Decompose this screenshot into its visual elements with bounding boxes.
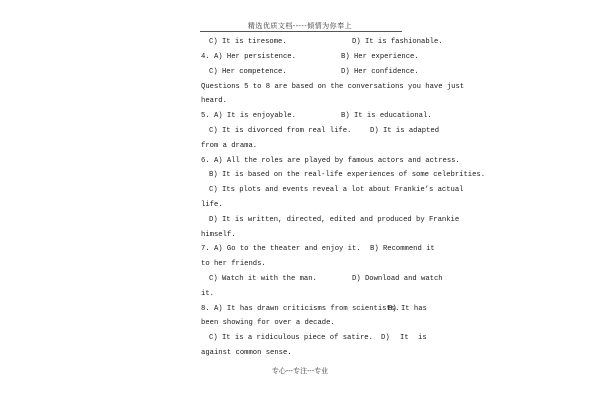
option-line: it.: [201, 290, 214, 298]
question-line: 5. A) It is enjoyable.: [201, 112, 296, 120]
option-line: C) Its plots and events reveal a lot about Frankie’s actual: [209, 186, 464, 194]
option-line: B) It has: [388, 305, 427, 313]
option-line: himself.: [201, 231, 236, 239]
option-line: from a drama.: [201, 142, 258, 150]
question-line: 4. A) Her persistence.: [201, 53, 296, 61]
option-line: is: [418, 334, 427, 342]
option-line: C) Watch it with the man.: [209, 275, 317, 283]
page-footer: 专心---专注---专业: [271, 367, 329, 375]
question-line: 7. A) Go to the theater and enjoy it.: [201, 245, 361, 253]
option-line: D) It is fashionable.: [352, 38, 443, 46]
page-header: 精选优质文档-----倾情为你奉上: [247, 22, 353, 30]
option-line: C) It is tiresome.: [209, 38, 287, 46]
option-line: life.: [201, 201, 223, 209]
option-line: B) It is based on the real-life experiences of some celebrities.: [209, 171, 486, 179]
option-line: C) It is divorced from real life.: [209, 127, 352, 135]
option-line: D): [381, 334, 390, 342]
option-line: B) It is educational.: [341, 112, 432, 120]
header-rule: [200, 31, 402, 32]
option-line: B) Recommend it: [370, 245, 435, 253]
option-line: D) It is adapted: [370, 127, 440, 135]
option-line: been showing for over a decade.: [201, 319, 335, 327]
option-line: It: [400, 334, 409, 342]
option-line: against common sense.: [201, 349, 292, 357]
option-line: D) Download and watch: [352, 275, 443, 283]
option-line: D) Her confidence.: [341, 68, 419, 76]
question-line: 6. A) All the roles are played by famous actors and actress.: [201, 157, 460, 165]
option-line: B) Her experience.: [341, 53, 419, 61]
option-line: C) It is a ridiculous piece of satire.: [209, 334, 373, 342]
question-line: 8. A) It has drawn criticisms from scientists.: [201, 305, 400, 313]
option-line: C) Her competence.: [209, 68, 287, 76]
option-line: to her friends.: [201, 260, 266, 268]
option-line: D) It is written, directed, edited and produced by Frankie: [209, 216, 460, 224]
instruction-line: Questions 5 to 8 are based on the conversations you have just: [201, 83, 465, 91]
instruction-line: heard.: [201, 97, 227, 105]
